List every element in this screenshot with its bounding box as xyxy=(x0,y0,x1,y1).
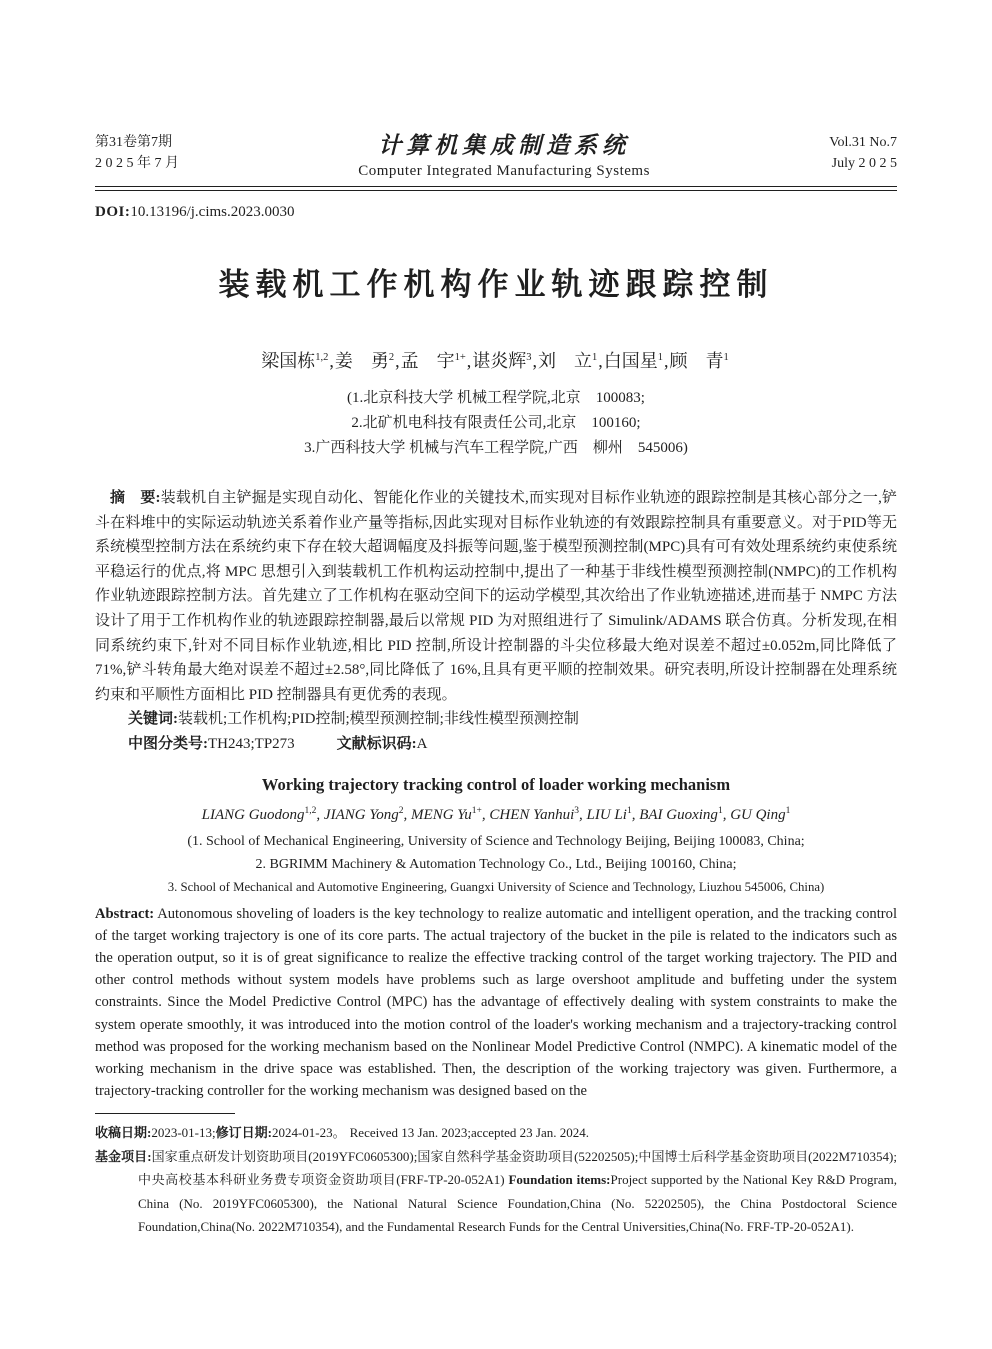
revised-date: 2024-01-23。 xyxy=(271,1125,346,1141)
author: 刘 立$^1$, xyxy=(538,351,603,371)
affiliation-line: 2. BGRIMM Machinery & Automation Technology Co., Ltd., Beijing 100160, China; xyxy=(255,856,737,872)
author: GU Qing$^1$ xyxy=(730,805,791,823)
doc-code-value: A xyxy=(416,735,428,752)
header-issue-cn xyxy=(95,132,179,174)
author: LIU Li$^1$, xyxy=(586,805,640,823)
author: BAI Guoxing$^1$, xyxy=(639,805,731,823)
journal-name-block xyxy=(179,132,829,181)
affiliations-cn xyxy=(95,386,897,461)
abstract-cn xyxy=(95,486,897,707)
doi-line xyxy=(95,204,897,221)
affiliation-line: (1.北京科技大学 机械工程学院,北京 100083; xyxy=(347,390,645,406)
keywords-text: 装载机;工作机构;PID控制;模型预测控制;非线性模型预测控制 xyxy=(178,711,579,728)
author: JIANG Yong$^2$, xyxy=(323,805,412,823)
clc-label: 中图分类号: xyxy=(128,735,208,752)
footnote-divider xyxy=(95,1113,235,1114)
date-en: July 2 0 2 5 xyxy=(831,156,897,171)
received-label-cn: 收稿日期: xyxy=(95,1125,152,1141)
footer-notes xyxy=(95,1121,897,1238)
volume-issue-en: Vol.31 No.7 xyxy=(829,135,897,150)
journal-title-cn: 计算机集成制造系统 xyxy=(378,133,631,158)
article-title-cn: 装载机工作机构作业轨迹跟踪控制 xyxy=(218,267,774,302)
keywords-label: 关键词: xyxy=(128,711,178,728)
article-title-en: Working trajectory tracking control of loader working mechanism xyxy=(261,774,731,794)
author: MENG $Yu^{1+}$, xyxy=(411,805,490,823)
received-line xyxy=(95,1121,897,1144)
received-line-en: Received 13 Jan. 2023;accepted 23 Jan. 2024. xyxy=(349,1125,589,1141)
keywords-line xyxy=(95,707,897,732)
received-date: 2023-01-13; xyxy=(151,1125,216,1141)
clc-value: TH243;TP273 xyxy=(208,735,295,752)
revised-label-cn: 修订日期: xyxy=(215,1125,272,1141)
foundation-label-cn: 基金项目: xyxy=(95,1148,152,1164)
affiliation-line: (1. School of Mechanical Engineering, University of Science and Technology Beijing, Beijing 100083, China; xyxy=(187,833,805,849)
author: 梁国栋$^{1,2}$, xyxy=(261,351,334,371)
journal-title-en: Computer Integrated Manufacturing Systems xyxy=(358,163,650,179)
header-divider xyxy=(95,186,897,191)
abstract-en-text: Autonomous shoveling of loaders is the key technology to realize automatic and intelligent operation, and the tracking control of the target working trajectory is one of its core parts. The actual trajectory of the bucket in the pile is related to the indicators such as the operation output, so it is of great significance to realize the effective tracking control of the target working trajectory. The PID and other control methods without system models have problems such as large overshoot amplitude and buffeting under the system constraints. Since the Model Predictive Control (MPC) has the advantage of effectively dealing with system constraints to make the system operate smoothly, it was introduced into the motion control of the loader's working mechanism and a trajectory-tracking control method was proposed for the working mechanism based on the Nonlinear Model Predictive Control (NMPC). A kinematic model of the working mechanism in the drive space was established. Then, the description of the working trajectory was given. Furthermore, a trajectory-tracking controller for the working mechanism was designed based on the xyxy=(95,905,897,1100)
doi-label: DOI: xyxy=(95,204,131,220)
header-issue-en xyxy=(829,132,897,174)
clc-line xyxy=(95,732,897,757)
affiliation-line: 3. School of Mechanical and Automotive Engineering, Guangxi University of Science and Technology, Liuzhou 545006, China) xyxy=(167,879,825,894)
author: LIANG Guodong$^{1,2}$, xyxy=(201,805,324,823)
foundation-text-cn: 国家重点研发计划资助项目(2019YFC0605300);国家自然科学基金资助项目(52202505);中国博士后科学基金资助项目(2022M710354);中央高校基本科研业务费专项资金资助项目(FRF-TP-20-052A1) xyxy=(138,1148,897,1188)
author: 白国星$^1$, xyxy=(603,351,669,371)
abstract-cn-text: 装载机自主铲掘是实现自动化、智能化作业的关键技术,而实现对目标作业轨迹的跟踪控制是其核心部分之一,铲斗在料堆中的实际运动轨迹关系着作业产量等指标,因此实现对目标作业轨迹的有效跟踪控制具有重要意义。对于PID等无系统模型控制方法在系统约束下存在较大超调幅度及抖振等问题,鉴于模型预测控制(MPC)具有可有效处理系统约束使系统平稳运行的优点,将 MPC 思想引入到装载机工作机构运动控制中,提出了一种基于非线性模型预测控制(NMPC)的工作机构作业轨迹跟踪控制方法。首先建立了工作机构在驱动空间下的运动学模型,其次给出了作业轨迹描述,进而基于 NMPC 方法设计了用于工作机构作业的轨迹跟踪控制器,最后以常规 PID 为对照组进行了 Simulink/ADAMS 联合仿真。分析发现,在相同系统约束下,针对不同目标作业轨迹,相比 PID 控制,所设计控制器的斗尖位移最大绝对误差不超过±0.052m,同比降低了 71%,铲斗转角最大绝对误差不超过±2.58°,同比降低了 16%,且具有更平顺的控制效果。研究表明,所设计控制器在处理系统约束和平顺性方面相比 PID 控制器具有更优秀的表现。 xyxy=(95,490,897,703)
foundation-paragraph xyxy=(95,1145,897,1239)
doc-code-label: 文献标识码: xyxy=(336,735,417,752)
foundation-text-en: Project supported by the National Key R&D Program, China (No. 2019YFC0605300), the National Natural Science Foundation,China (No. 52202505), the China Postdoctoral Science Foundation,China(No. 2022M710354), and the Fundamental Research Funds for the Central Universities,China(No. FRF-TP-20-052A1). xyxy=(138,1172,897,1234)
affiliation-line: 2.北矿机电科技有限责任公司,北京 100160; xyxy=(351,415,641,431)
journal-header xyxy=(95,132,897,181)
abstract-en-label: Abstract: xyxy=(95,905,155,922)
affiliation-line: 3.广西科技大学 机械与汽车工程学院,广西 柳州 545006) xyxy=(304,440,688,456)
author: 顾 青$^1$ xyxy=(669,351,729,371)
date-cn: 2 0 2 5 年 7 月 xyxy=(95,156,179,171)
doi-value: 10.13196/j.cims.2023.0030 xyxy=(130,204,295,220)
abstract-cn-label: 摘 要: xyxy=(110,490,161,506)
author: 姜 勇$^2$, xyxy=(334,351,400,371)
author: 谌炎辉$^3$, xyxy=(472,351,538,371)
volume-issue-cn: 第31卷第7期 xyxy=(95,135,172,150)
author: CHEN Yanhui$^3$, xyxy=(489,805,587,823)
author: 孟 宇$^{1+}$, xyxy=(400,351,472,371)
abstract-en xyxy=(95,903,897,1103)
foundation-label-en: Foundation items: xyxy=(508,1172,611,1188)
authors-cn xyxy=(95,345,897,374)
affiliations-en xyxy=(95,830,897,899)
authors-en xyxy=(95,801,897,826)
